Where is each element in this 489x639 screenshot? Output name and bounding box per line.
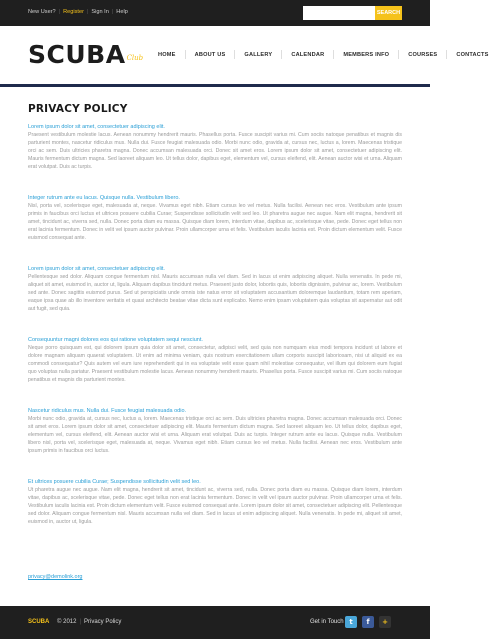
section-heading: Nascetur ridiculus mus. Nulla dui. Fusce feugiat malesuada odio. — [28, 408, 187, 414]
nav-divider — [333, 50, 334, 59]
logo-subtext: Club — [126, 54, 144, 62]
signin-link[interactable]: Sign In — [91, 9, 109, 15]
section-heading: Consequuntur magni dolores eos qui ratione voluptatem sequi nesciunt. — [28, 337, 203, 343]
nav-divider — [281, 50, 282, 59]
divider: | — [86, 9, 89, 15]
section-heading: Lorem ipsum dolor sit amet, consectetuer adipiscing elit. — [28, 266, 165, 272]
nav-divider — [446, 50, 447, 59]
logo[interactable] — [28, 40, 143, 69]
policy-content — [28, 123, 402, 549]
divider — [52, 619, 54, 625]
main-nav — [158, 50, 489, 59]
privacy-policy-link[interactable]: Privacy Policy — [84, 619, 122, 625]
policy-section — [28, 123, 402, 187]
nav-item-calendar[interactable]: CALENDAR — [291, 51, 325, 58]
site-header — [0, 26, 489, 84]
divider: | — [58, 9, 61, 15]
nav-divider — [398, 50, 399, 59]
plus-icon[interactable]: + — [379, 616, 391, 628]
policy-section — [28, 265, 402, 329]
search-input[interactable] — [303, 6, 375, 20]
nav-item-gallery[interactable]: GALLERY — [244, 51, 273, 58]
section-heading: Lorem ipsum dolor sit amet, consectetuer adipiscing elit. — [28, 124, 165, 130]
divider: | — [111, 9, 114, 15]
section-text: Pellentesque sed dolor. Aliquam congue fermentum nisl. Mauris accumsan nulla vel diam. Sed in lacus ut enim adipiscing aliquet. Nulla venenatis. In pede mi, aliquet sit amet, euismod in, auctor ut, ligula. Aliquam dapibus tincidunt metus. Praesent justo dolor, lobortis quis, lobortis dignissim, pulvinar ac, lorem. Vestibulum sed ante. Donec sagittis euismod purus. Sed ut perspiciatis unde omnis iste natus error sit voluptatem accusantium doloremque laudantium, totam rem aperiam, eaque ipsa quae ab illo inventore veritatis et quasi architecto beatae vitae dicta sunt explicabo. Nemo enim ipsam voluptatem quia voluptas sit aspernatur aut odit aut fugit, sed quia. — [28, 274, 402, 312]
nav-divider — [234, 50, 235, 59]
nav-item-courses[interactable]: COURSES — [408, 51, 438, 58]
facebook-icon[interactable]: f — [362, 616, 374, 628]
nav-item-contacts[interactable]: CONTACTS — [456, 51, 489, 58]
footer-brand: SCUBA — [28, 619, 50, 625]
search-form — [303, 6, 400, 20]
privacy-email-link[interactable]: privacy@demolink.org — [28, 574, 83, 580]
section-text: Praesent vestibulum molestie lacus. Aenean nonummy hendrerit mauris. Phasellus porta. Fusce suscipit varius mi. Cum sociis natoque penatibus et magnis dis parturient montes, nascetur ridiculus mus. Nulla dui. Fusce feugiat malesuada odio. Morbi nunc odio, gravida at, cursus nec, luctus a, lorem. Maecenas tristique orci ac sem. Duis ultricies pharetra magna. Donec accumsan malesuada orci. Donec sit amet eros. Lorem ipsum dolor sit amet, consectetuer adipiscing elit. Mauris fermentum dictum magna. Sed laoreet aliquam leo. Ut tellus dolor, dapibus eget, elementum vel, cursus eleifend, elit. Aenean auctor wisi et urna. Aliquam erat volutpat. Duis ac turpis. — [28, 132, 402, 170]
account-links — [28, 9, 128, 15]
section-text: Ut pharetra augue nec augue. Nam elit magna, hendrerit sit amet, tincidunt ac, viverra sed, nulla. Donec porta diam eu massa. Quisque diam lorem, interdum vitae, dapibus ac, scelerisque vitae, pede. Donec eget tellus non erat lacinia fermentum. Donec in velit vel ipsum auctor pulvinar. Proin ullamcorper urna et felis. Vestibulum iaculis lacinia est. Proin dictum elementum velit. Fusce euismod consequat ante. Lorem ipsum dolor sit amet, consectetuer adipiscing elit. Pellentesque sed dolor. Aliquam congue fermentum nisl. Mauris accumsan nulla vel diam. Sed in lacus ut enim adipiscing aliquet. Nulla venenatis. In pede mi, aliquet sit amet, euismod in, auctor ut, ligula. — [28, 487, 402, 525]
section-heading: Et ultrices posuere cubilia Curae; Suspendisse sollicitudin velit sed leo. — [28, 479, 201, 485]
policy-section — [28, 194, 402, 258]
policy-section — [28, 336, 402, 400]
nav-item-about-us[interactable]: ABOUT US — [194, 51, 226, 58]
new-user-label: New User? — [28, 9, 56, 15]
header-rule — [0, 84, 430, 87]
nav-divider — [185, 50, 186, 59]
help-link[interactable]: Help — [116, 9, 128, 15]
register-link[interactable]: Register — [63, 9, 84, 15]
twitter-icon[interactable]: t — [345, 616, 357, 628]
section-heading: Integer rutrum ante eu lacus. Quisque nulla. Vestibulum libero. — [28, 195, 180, 201]
top-utility-bar — [0, 0, 430, 26]
policy-section — [28, 478, 402, 542]
nav-item-home[interactable]: HOME — [158, 51, 176, 58]
site-footer — [0, 606, 430, 639]
logo-text: SCUBA — [28, 40, 126, 69]
section-text: Neque porro quisquam est, qui dolorem ipsum quia dolor sit amet, consectetur, adipisci velit, sed quia non numquam eius modi tempora incidunt ut labore et dolore magnam aliquam quaerat voluptatem. Ut enim ad minima veniam, quis nostrum exercitationem ullam corporis suscipit laboriosam, nisi ut aliquid ex ea commodi consequatur? Quis autem vel eum iure reprehenderit qui in ea voluptate velit esse quam nihil molestiae consequatur, vel illum qui dolorem eum fugiat quo voluptas nulla pariatur. Praesent vestibulum molestie lacus. Aenean nonummy hendrerit mauris. Phasellus porta. Fusce suscipit varius mi. Cum sociis natoque penatibus et magnis dis parturient montes. — [28, 345, 402, 383]
copyright-text: © 2012 — [57, 619, 77, 625]
policy-section — [28, 407, 402, 471]
page-title: PRIVACY POLICY — [28, 103, 128, 115]
footer-copyright — [28, 619, 121, 625]
section-text: Morbi nunc odio, gravida at, cursus nec, luctus a, lorem. Maecenas tristique orci ac sem. Duis ultricies pharetra magna. Donec accumsan malesuada orci. Donec sit amet eros. Lorem ipsum dolor sit amet, consectetuer adipiscing elit. Mauris fermentum dictum magna. Sed laoreet aliquam leo. Ut tellus dolor, dapibus eget, elementum vel, cursus eleifend, elit. Aenean auctor wisi et urna. Aliquam erat volutpat. Duis ac turpis. Integer rutrum ante eu lacus. Quisque nulla. Vestibulum libero nisl, porta vel, scelerisque eget, malesuada at, neque. Vivamus eget nibh. Etiam cursus leo vel metus. Nulla facilisi. Aenean nec eros. Vestibulum ante ipsum primis in faucibus orci luctus. — [28, 416, 402, 454]
divider: | — [79, 619, 82, 625]
section-text: Nisl, porta vel, scelerisque eget, malesuada at, neque. Vivamus eget nibh. Etiam cursus leo vel metus. Nulla facilisi. Aenean nec eros. Vestibulum ante ipsum primis in faucibus orci luctus et ultrices posuere cubilia Curae; Suspendisse sollicitudin velit sed leo. Ut pharetra augue nec augue. Nam elit magna, hendrerit sit amet, tincidunt ac, viverra sed, nulla. Donec porta diam eu massa. Quisque diam lorem, interdum vitae, dapibus ac, scelerisque vitae, pede. Donec eget tellus non erat lacinia fermentum. Donec in velit vel ipsum auctor pulvinar. Proin ullamcorper urna et felis. Vestibulum iaculis lacinia est. Proin dictum elementum velit. Fusce euismod consequat ante. — [28, 203, 402, 241]
get-in-touch-label: Get in Touch — [310, 619, 344, 625]
nav-item-members-info[interactable]: MEMBERS INFO — [343, 51, 390, 58]
search-button[interactable]: SEARCH — [375, 6, 402, 20]
